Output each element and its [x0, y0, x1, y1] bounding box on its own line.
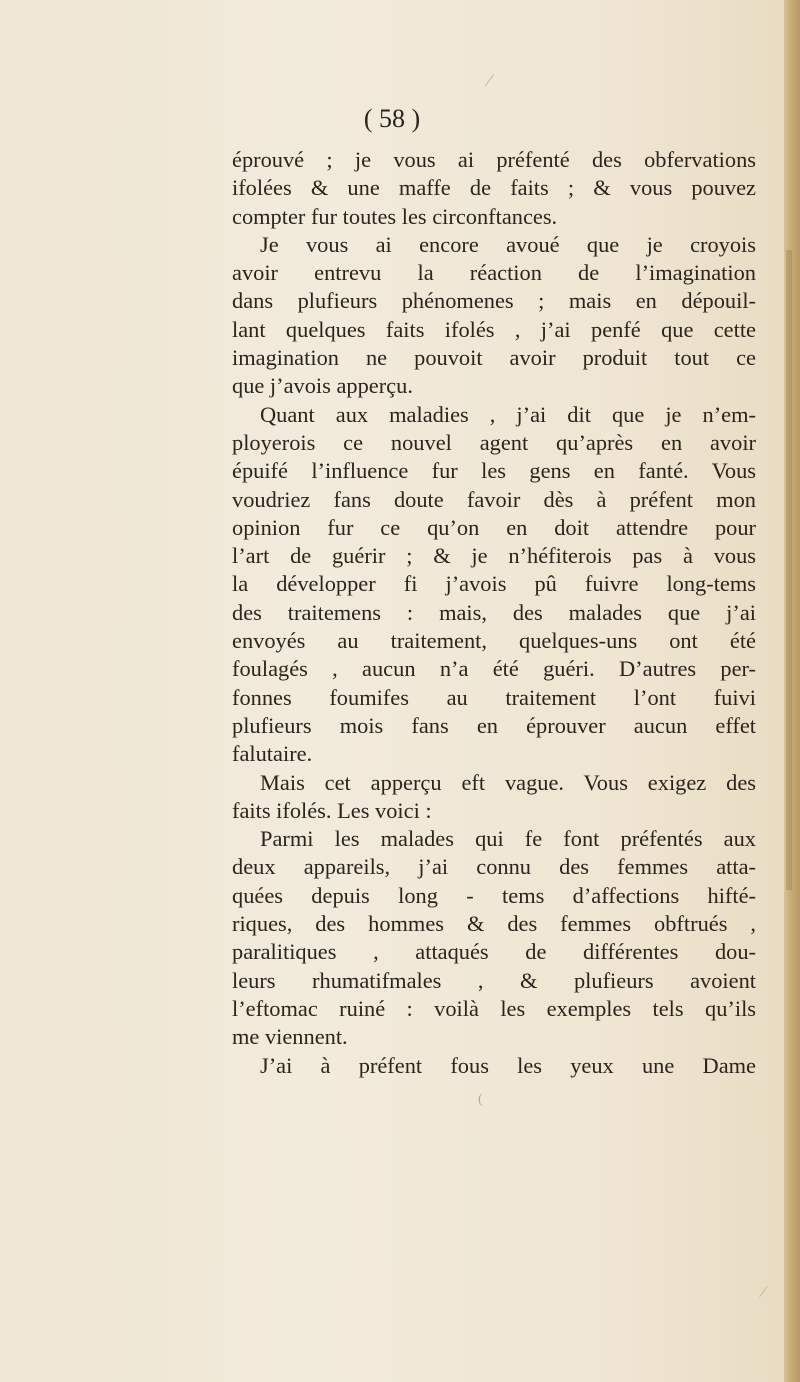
- pencil-mark-icon: ∕: [488, 70, 492, 90]
- text-line: foulagés , aucun n’a été guéri. D’autres per-: [232, 656, 756, 682]
- text-line: la développer fi j’avois pû fuivre long-tems: [232, 571, 756, 597]
- text-line: envoyés au traitement, quelques-uns ont été: [232, 628, 756, 654]
- text-line: faits ifolés. Les voici :: [232, 797, 432, 823]
- text-line: opinion fur ce qu’on en doit attendre pour: [232, 514, 756, 540]
- text-line: paralitiques , attaqués de différentes dou-: [232, 939, 756, 965]
- text-line: me viennent.: [232, 1024, 348, 1050]
- text-line: ifolées & une maffe de faits ; & vous pouvez: [232, 175, 756, 201]
- text-line: deux appareils, j’ai connu des femmes atta-: [232, 854, 756, 880]
- text-line: éprouvé ; je vous ai préfenté des obfervations: [232, 147, 756, 172]
- pencil-mark-icon: ∕: [762, 1284, 765, 1301]
- text-line: que j’avois apperçu.: [232, 373, 413, 399]
- text-line: Mais cet apperçu eft vague. Vous exigez des: [260, 769, 756, 795]
- text-line: des traitemens : mais, des malades que j’ai: [232, 599, 756, 625]
- page-edge: [784, 0, 800, 1382]
- body-text: [232, 146, 756, 1080]
- text-line: l’eftomac ruiné : voilà les exemples tels qu’ils: [232, 995, 756, 1021]
- text-line: leurs rhumatifmales , & plufieurs avoient: [232, 967, 756, 993]
- text-line: riques, des hommes & des femmes obftrués ,: [232, 911, 756, 937]
- text-line: Je vous ai encore avoué que je croyois: [260, 231, 756, 257]
- text-line: J’ai à préfent fous les yeux une Dame: [260, 1052, 756, 1078]
- text-line: Parmi les malades qui fe font préfentés aux: [260, 826, 756, 852]
- faint-mark-icon: (: [478, 1092, 483, 1107]
- text-line: lant quelques faits ifolés , j’ai penfé que cette: [232, 316, 756, 342]
- text-line: épuifé l’influence fur les gens en fanté. Vous: [232, 458, 756, 484]
- text-line: l’art de guérir ; & je n’héfiterois pas à vous: [232, 543, 756, 569]
- text-line: falutaire.: [232, 741, 313, 767]
- text-line: ployerois ce nouvel agent qu’après en avoir: [232, 429, 756, 455]
- text-line: plufieurs mois fans en éprouver aucun effet: [232, 712, 756, 738]
- text-line: avoir entrevu la réaction de l’imagination: [232, 260, 756, 286]
- text-line: Quant aux maladies , j’ai dit que je n’em-: [260, 401, 756, 427]
- text-line: dans plufieurs phénomenes ; mais en dépouil-: [232, 288, 756, 314]
- text-line: voudriez fans doute favoir dès à préfent mon: [232, 486, 756, 512]
- text-line: fonnes foumifes au traitement l’ont fuivi: [232, 684, 756, 710]
- text-line: compter fur toutes les circonftances.: [232, 203, 558, 229]
- text-line: quées depuis long - tems d’affections hifté-: [232, 882, 756, 908]
- page-number: ( 58 ): [363, 104, 421, 133]
- text-line: imagination ne pouvoit avoir produit tout ce: [232, 345, 756, 371]
